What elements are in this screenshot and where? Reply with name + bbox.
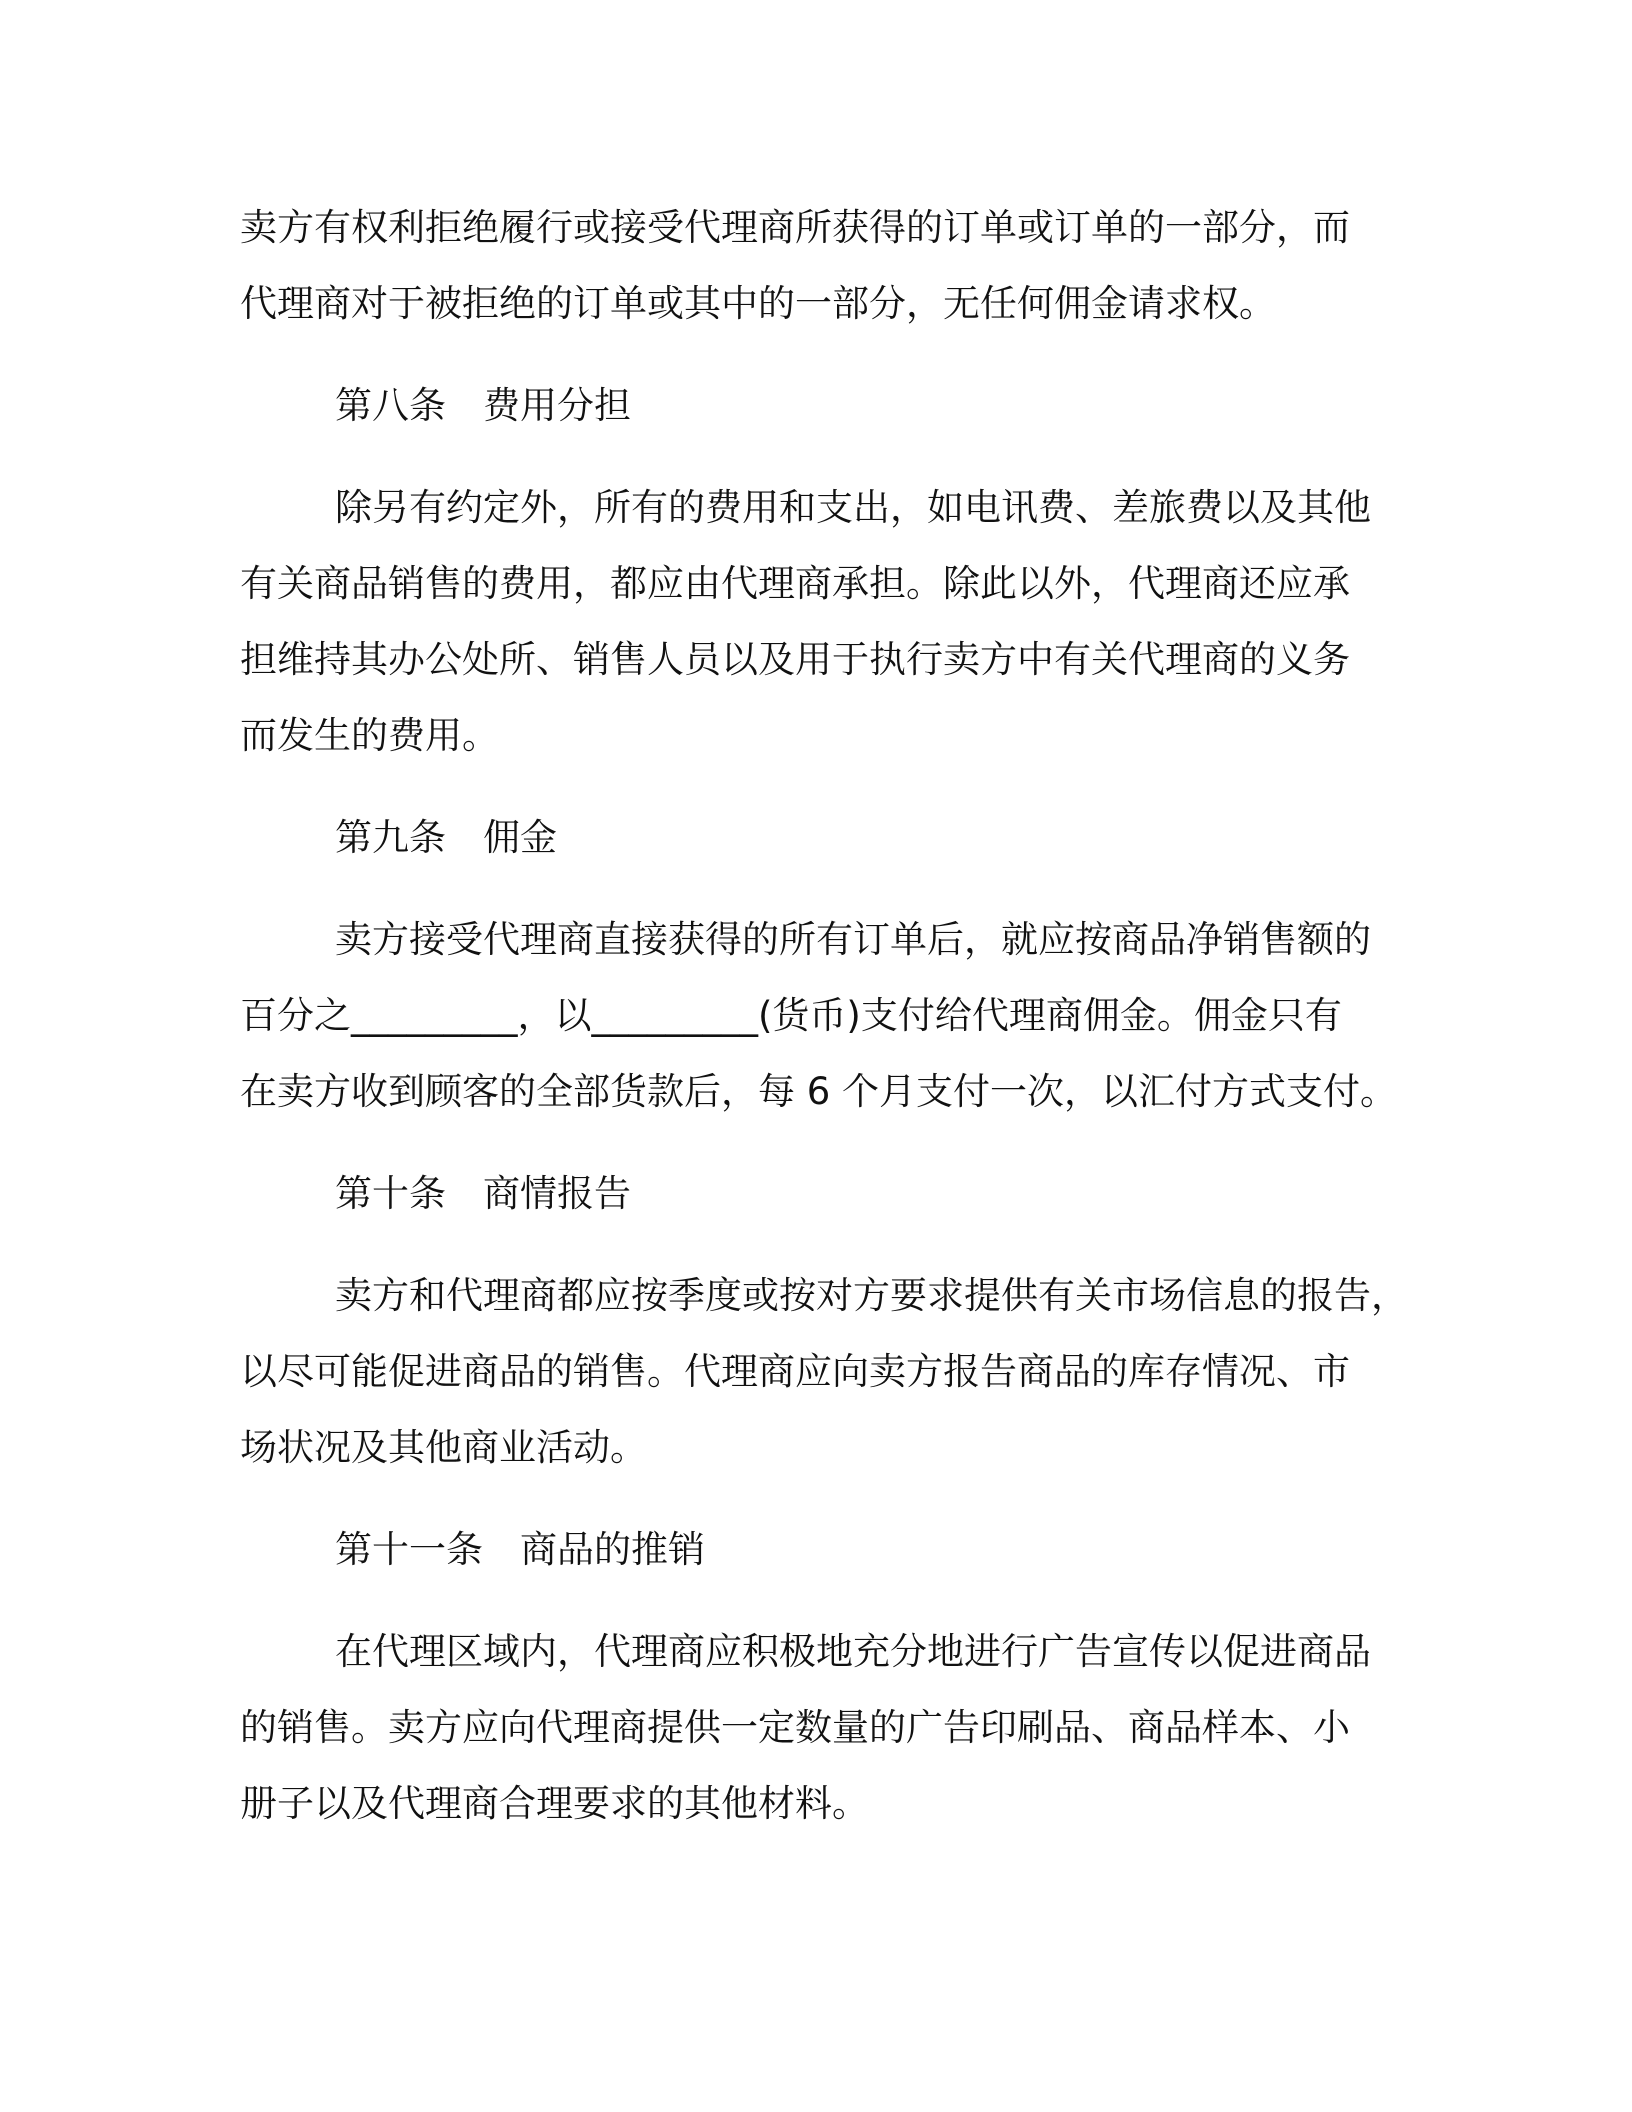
paragraph-line: 除另有约定外，所有的费用和支出，如电讯费、差旅费以及其他 bbox=[335, 486, 1371, 529]
paragraph-line: 百分之_________，以_________(货币)支付给代理商佣金。佣金只有 bbox=[240, 994, 1342, 1037]
paragraph-line: 而发生的费用。 bbox=[240, 714, 499, 757]
section-heading-article-10: 第十条 商情报告 bbox=[335, 1172, 631, 1215]
paragraph-line: 代理商对于被拒绝的订单或其中的一部分，无任何佣金请求权。 bbox=[240, 282, 1276, 325]
section-heading-article-11: 第十一条 商品的推销 bbox=[335, 1528, 705, 1571]
paragraph-line: 担维持其办公处所、销售人员以及用于执行卖方中有关代理商的义务 bbox=[240, 638, 1350, 681]
section-heading-article-9: 第九条 佣金 bbox=[335, 816, 557, 859]
paragraph-line: 以尽可能促进商品的销售。代理商应向卖方报告商品的库存情况、市 bbox=[240, 1350, 1350, 1393]
paragraph-line: 册子以及代理商合理要求的其他材料。 bbox=[240, 1782, 869, 1825]
document-body bbox=[240, 190, 1408, 1842]
paragraph-line: 卖方有权利拒绝履行或接受代理商所获得的订单或订单的一部分，而 bbox=[240, 206, 1350, 249]
paragraph-line: 在卖方收到顾客的全部货款后，每 6 个月支付一次，以汇付方式支付。 bbox=[240, 1070, 1398, 1113]
section-heading-article-8: 第八条 费用分担 bbox=[335, 384, 631, 427]
paragraph-line: 卖方接受代理商直接获得的所有订单后，就应按商品净销售额的 bbox=[335, 918, 1371, 961]
paragraph-line: 场状况及其他商业活动。 bbox=[240, 1426, 647, 1469]
paragraph-line: 在代理区域内，代理商应积极地充分地进行广告宣传以促进商品 bbox=[335, 1630, 1371, 1673]
paragraph-line: 卖方和代理商都应按季度或按对方要求提供有关市场信息的报告， bbox=[335, 1274, 1408, 1317]
paragraph-line: 有关商品销售的费用，都应由代理商承担。除此以外，代理商还应承 bbox=[240, 562, 1350, 605]
paragraph-line: 的销售。卖方应向代理商提供一定数量的广告印刷品、商品样本、小 bbox=[240, 1706, 1350, 1749]
